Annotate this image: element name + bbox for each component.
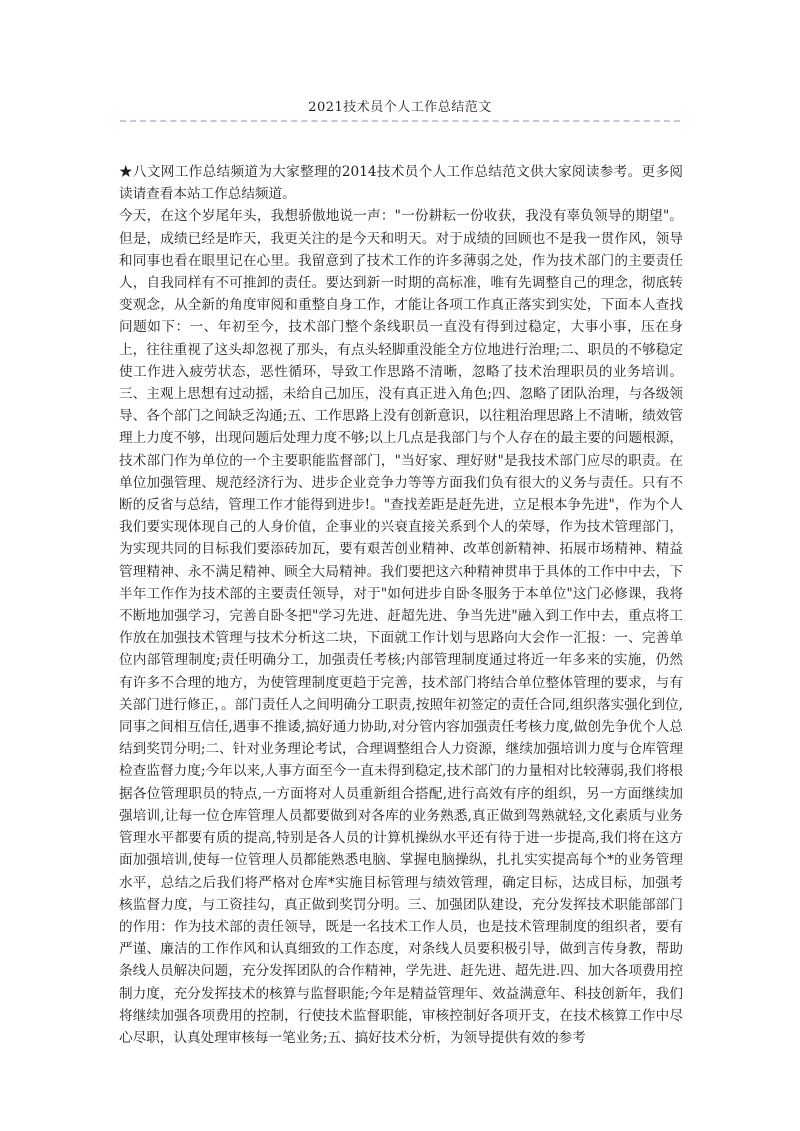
document-title: 2021技术员个人工作总结范文	[308, 100, 492, 115]
document-body	[119, 161, 683, 1049]
intro-paragraph: ★八文网工作总结频道为大家整理的2014技术员个人工作总结范文供大家阅读参考。更多阅读请查看本站工作总结频道。	[119, 164, 683, 203]
title-divider	[120, 120, 680, 122]
body-paragraph: 今天，在这个岁尾年头，我想骄傲地说一声："一份耕耘一份收获，我没有辜负领导的期望"。但是，成绩已经是昨天，我更关注的是今天和明天。对于成绩的回顾也不是我一贯作风，领导和同事也看在眼里记在心里。我留意到了技术工作的许多薄弱之处，作为技术部门的主要责任人，自我同样有不可推卸的责任。要达到新一时期的高标准，唯有先调整自己的理念，彻底转变观念，从全新的角度审阅和重整自身工作，才能让各项工作真正落实到实处，下面本人查找问题如下：一、年初至今，技术部门整个条线职员一直没有得到过稳定，大事小事，压在身上，往往重视了这头却忽视了那头，有点头轻脚重没能全方位地进行治理;二、职员的不够稳定使工作进入疲劳状态，恶性循环，导致工作思路不清晰，忽略了技术治理职员的业务培训。三、主观上思想有过动摇，未给自己加压，没有真正进入角色;四、忽略了团队治理，与各级领导、各个部门之间缺乏沟通;五、工作思路上没有创新意识，以往粗治理思路上不清晰，绩效管理上力度不够，出现问题后处理力度不够;以上几点是我部门与个人存在的最主要的问题根源，技术部门作为单位的一个主要职能监督部门，"当好家、理好财"是我技术部门应尽的职责。在单位加强管理、规范经济行为、进步企业竞争力等等方面我们负有很大的义务与责任。只有不断的反省与总结，管理工作才能得到进步!。"查找差距是赶先进，立足根本争先进"，作为个人我们要实现体现自己的人身价值，企事业的兴衰直接关系到个人的荣辱，作为技术管理部门，为实现共同的目标我们要添砖加瓦，要有艰苦创业精神、改革创新精神、拓展市场精神、精益管理精神、永不满足精神、顾全大局精神。我们要把这六种精神贯串于具体的工作中中去，下半年工作作为技术部的主要责任领导，对于"如何进步自卧冬服务于本单位"这门必修课，我将不断地加强学习，完善自卧冬把"学习先进、赶超先进、争当先进"融入到工作中去，重点将工作放在加强技术管理与技术分析这二块，下面就工作计划与思路向大会作一汇报：一、完善单位内部管理制度;责任明确分工，加强责任考核;内部管理制度通过将近一年多来的实施，仍然有许多不合理的地方，为使管理制度更趋于完善，技术部门将结合单位整体管理的要求，与有关部门进行修正，。部门责任人之间明确分工职责,按照年初签定的责任合同,组织落实强化到位,同事之间相互信任,遇事不推诿,搞好通力协助,对分管内容加强责任考核力度,做创先争优个人总结到奖罚分明;二、针对业务理论考试，合理调整组合人力资源，继续加强培训力度与仓库管理检查监督力度;今年以来,人事方面至今一直未得到稳定,技术部门的力量相对比较薄弱,我们将根据各位管理职员的特点,一方面将对人员重新组合搭配,进行高效有序的组织，另一方面继续加强培训,让每一位仓库管理人员都要做到对各库的业务熟悉,真正做到驾熟就轻,文化素质与业务管理水平都要有质的提高,特别是各人员的计算机操纵水平还有待于进一步提高,我们将在这方面加强培训,使每一位管理人员都能熟悉电脑、掌握电脑操纵，扎扎实实提高每个*的业务管理水平，总结之后我们将严格对仓库*实施目标管理与绩效管理，确定目标，达成目标，加强考核监督力度，与工资挂勾，真正做到奖罚分明。三、加强团队建设，充分发挥技术职能部部门的作用：作为技术部的责任领导，既是一名技术工作人员，也是技术管理制度的组织者，要有严谨、廉洁的工作作风和认真细致的工作态度，对条线人员要积极引导，做到言传身教，帮助条线人员解决问题，充分发挥团队的合作精神，学先进、赶先进、超先进.四、加大各项费用控制力度，充分发挥技术的核算与监督职能;今年是精益管理年、效益满意年、科技创新年，我们将继续加强各项费用的控制，行使技术监督职能，审核控制好各项开支，在技术核算工作中尽心尽职，认真处理审核每一笔业务;五、搞好技术分析，为领导提供有效的参考	[119, 208, 683, 1046]
